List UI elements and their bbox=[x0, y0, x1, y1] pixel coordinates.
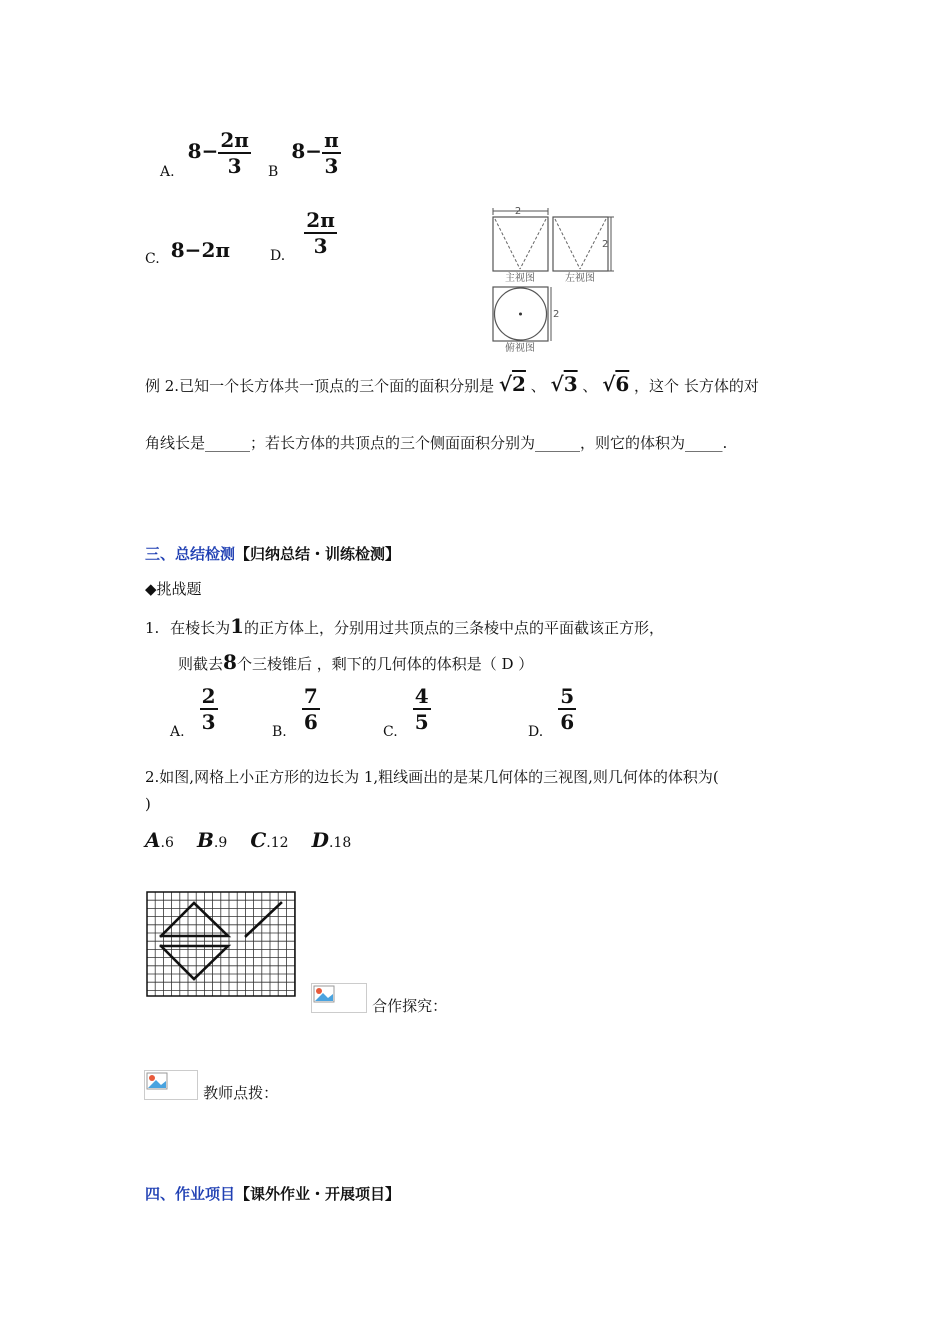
dim-top: 2 bbox=[514, 206, 522, 217]
sqrt-6: √6 bbox=[602, 372, 630, 396]
dim-topview: 2 bbox=[553, 309, 560, 320]
three-view-figure bbox=[485, 205, 615, 355]
section3-title: 三、总结检测 bbox=[145, 545, 236, 563]
section4-heading bbox=[145, 1183, 400, 1204]
q2-option-c-value: .12 bbox=[266, 835, 289, 851]
q1-count: 8 bbox=[223, 650, 237, 674]
q2-option-d-value: .18 bbox=[328, 835, 352, 851]
image-icon bbox=[144, 1070, 198, 1100]
example2-text-pre: 例 2.已知一个长方体共一顶点的三个面的面积分别是 bbox=[145, 377, 495, 395]
teacher-row bbox=[144, 1070, 278, 1100]
coop-label: 合作探究： bbox=[372, 997, 448, 1015]
q2-option-c-label: C bbox=[250, 828, 267, 852]
q1-option-d-label: D. bbox=[528, 723, 544, 740]
top-view-label: 俯视图 bbox=[505, 343, 535, 354]
option-a-expr: 8− bbox=[187, 138, 219, 163]
q2-close: ) bbox=[145, 795, 151, 813]
option-d-fraction: $\frac{2\pi}{3}$ bbox=[306, 208, 335, 258]
q1-option-b-label: B. bbox=[272, 723, 287, 740]
q1-line2-post: 个三棱锥后 ，剩下的几何体的体积是（ D ） bbox=[236, 655, 534, 673]
q1-line1 bbox=[145, 614, 664, 638]
option-c-expr: 8−2π bbox=[170, 238, 230, 262]
option-b-label: B bbox=[268, 163, 279, 180]
q1-text-pre: 在棱长为 bbox=[170, 619, 231, 637]
q1-option-c-fraction: $\frac{4}{5}$ bbox=[414, 684, 429, 734]
q1-number: 1. bbox=[145, 619, 160, 637]
option-c-label: C. bbox=[145, 251, 160, 267]
q1-option-a bbox=[170, 684, 218, 740]
q1-option-b bbox=[272, 684, 320, 740]
option-b-fraction: $\frac{\pi}{3}$ bbox=[324, 128, 339, 178]
side-view-label: 左视图 bbox=[565, 273, 595, 284]
q1-line2-pre: 则截去 bbox=[178, 655, 224, 673]
section4-title: 四、作业项目 bbox=[145, 1185, 236, 1203]
example2-text-post: ，这个 长方体的对 bbox=[634, 377, 759, 395]
q2-option-b-label: B bbox=[196, 828, 214, 852]
option-a-fraction: $\frac{2\pi}{3}$ bbox=[220, 128, 249, 178]
q2-text: 2.如图,网格上小正方形的边长为 1,粗线画出的是某几何体的三视图,则几何体的体积为( bbox=[145, 768, 719, 786]
q2-option-a-label: A bbox=[145, 828, 161, 852]
q2-option-b-value: .9 bbox=[213, 835, 228, 851]
q1-option-a-fraction: $\frac{2}{3}$ bbox=[201, 684, 216, 734]
q1-option-c-label: C. bbox=[383, 723, 398, 740]
option-a-label: A. bbox=[160, 163, 175, 180]
option-a bbox=[160, 128, 251, 180]
challenge-label: ◆挑战题 bbox=[145, 580, 202, 598]
option-b bbox=[268, 128, 341, 180]
front-view-label: 主视图 bbox=[505, 273, 535, 284]
option-b-expr: 8− bbox=[291, 138, 323, 163]
q2-option-a-value: .6 bbox=[160, 835, 174, 851]
q2-option-d-label: D bbox=[311, 828, 329, 852]
example2-line1 bbox=[145, 372, 759, 396]
option-d bbox=[270, 208, 337, 264]
q1-option-c bbox=[383, 684, 431, 740]
q1-option-b-fraction: $\frac{7}{6}$ bbox=[303, 684, 318, 734]
teacher-label: 教师点拨： bbox=[203, 1084, 279, 1102]
image-icon bbox=[311, 983, 367, 1013]
q1-text-post: 的正方体上，分别用过共顶点的三条棱中点的平面截该正方形， bbox=[244, 619, 665, 637]
grid-three-view-figure bbox=[146, 891, 296, 997]
option-d-label: D. bbox=[270, 247, 286, 264]
section4-subtitle: 【课外作业・开展项目】 bbox=[235, 1185, 401, 1203]
q1-option-d bbox=[528, 684, 576, 740]
option-c bbox=[145, 238, 230, 267]
separator: 、 bbox=[582, 377, 598, 395]
q1-edge: 1 bbox=[230, 614, 245, 638]
section3-heading bbox=[145, 543, 400, 564]
sqrt-3: √3 bbox=[550, 372, 578, 396]
q1-option-a-label: A. bbox=[170, 723, 185, 740]
example2-line2: 角线长是______；若长方体的共顶点的三个侧面面积分别为______，则它的体积为_____. bbox=[145, 434, 728, 452]
coop-row bbox=[311, 983, 447, 1013]
section3-subtitle: 【归纳总结・训练检测】 bbox=[235, 545, 401, 563]
sqrt-2: √2 bbox=[498, 372, 526, 396]
dim-side: 2 bbox=[602, 239, 609, 250]
q1-line2 bbox=[178, 650, 533, 674]
separator: 、 bbox=[530, 377, 546, 395]
q2-options bbox=[145, 828, 351, 852]
q1-option-d-fraction: $\frac{5}{6}$ bbox=[560, 684, 575, 734]
